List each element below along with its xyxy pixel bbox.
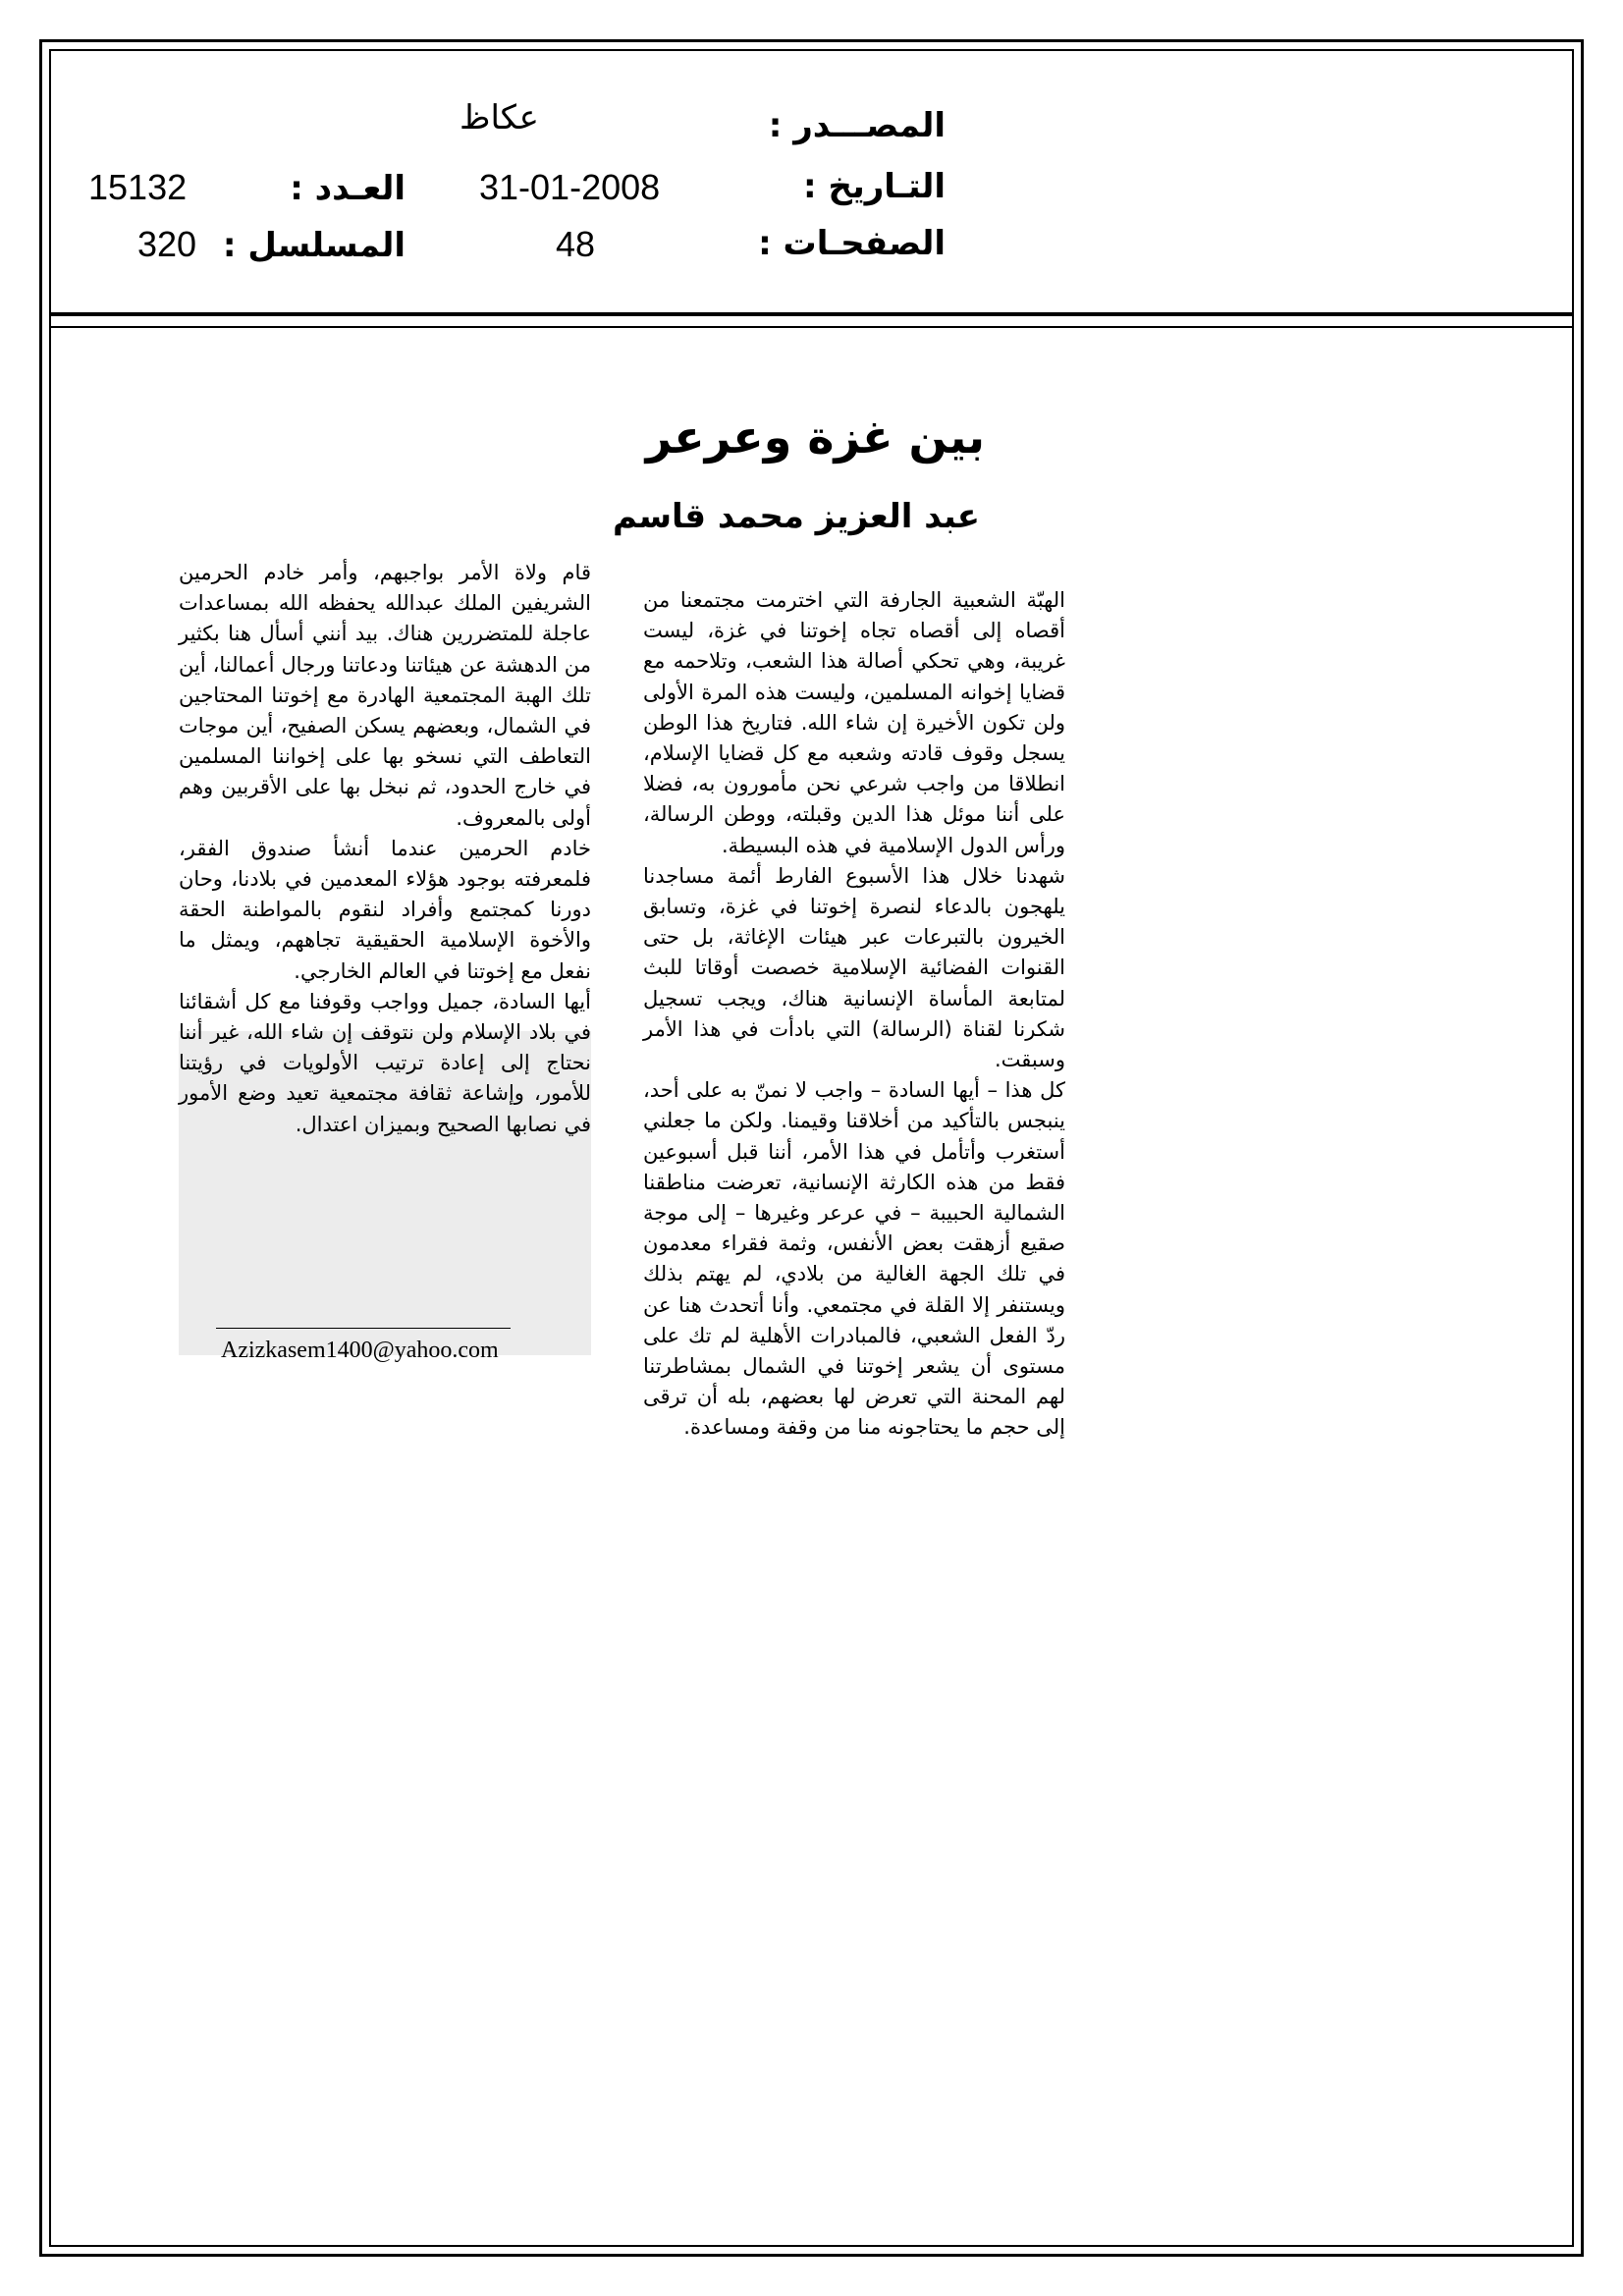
date-value: 31-01-2008 <box>479 167 661 207</box>
article-column-left <box>179 558 591 1140</box>
serial-value: 320 <box>137 224 197 264</box>
pages-label: الصفحـات : <box>758 224 946 263</box>
issue-label: العـدد : <box>290 169 406 208</box>
paragraph: شهدنا خلال هذا الأسبوع الفارط أئمة مساجدنا يلهجون بالدعاء لنصرة إخوتنا في غزة، وتسابق الخيرون بالتبرعات عبر هيئات الإغاثة، بل حتى القنوات الفضائية الإسلامية خصصت أوقاتا للبث لمتابعة المأساة الإنسانية هناك، ويجب تسجيل شكرنا لقناة (الرسالة) التي بادأت في هذا الأمر وسبقت. <box>643 863 1065 1072</box>
article-column-right <box>643 585 1065 1444</box>
paragraph: قام ولاة الأمر بواجبهم، وأمر خادم الحرمين الشريفين الملك عبدالله يحفظه الله بمساعدات عاجلة للمتضررين هناك. بيد أنني أسأل هنا بكثير من الدهشة عن هيئاتنا ودعاتنا ورجال أعمالنا، أين تلك الهبة المجتمعية الهادرة مع إخوتنا المحتاجين في الشمال، وبعضهم يسكن الصفيح، أين موجات التعاطف التي نسخو بها على إخواننا المسلمين في خارج الحدود، ثم نبخل بها على الأقربين وهم أولى بالمعروف. <box>179 561 591 830</box>
paragraph: أيها السادة، جميل وواجب وقوفنا مع كل أشقائنا في بلاد الإسلام ولن نتوقف إن شاء الله، غير أننا نحتاج إلى إعادة ترتيب الأولويات في رؤيتنا للأمور، وإشاعة ثقافة مجتمعية تعيد وضع الأمور في نصابها الصحيح وبميزان اعتدال. <box>179 989 591 1136</box>
source-value: عكاظ <box>460 99 539 137</box>
article-title: بين غزة وعرعر <box>645 410 985 464</box>
issue-value: 15132 <box>88 167 188 207</box>
source-label: المصـــدر : <box>768 106 946 145</box>
serial-label: المسلسل : <box>222 226 406 265</box>
pages-value: 48 <box>556 224 596 264</box>
header-divider <box>49 312 1574 316</box>
article-author: عبد العزيز محمد قاسم <box>612 497 980 536</box>
date-label: التـاريخ : <box>803 167 946 206</box>
header-divider-thin <box>49 326 1574 328</box>
author-email: Azizkasem1400@yahoo.com <box>221 1338 499 1363</box>
paragraph: خادم الحرمين عندما أنشأ صندوق الفقر، فلمعرفته بوجود هؤلاء المعدمين في بلادنا، وحان دورنا كمجتمع وأفراد لنقوم بالمواطنة الحقة والأخوة الإسلامية الحقيقية تجاههم، ويمثل ما نفعل مع إخوتنا في العالم الخارجي. <box>179 836 591 983</box>
paragraph: كل هذا – أيها السادة – واجب لا نمنّ به على أحد، ينبجس بالتأكيد من أخلاقنا وقيمنا. ولكن ما جعلني أستغرب وأتأمل في هذا الأمر، أننا قبل أسبوعين فقط من هذه الكارثة الإنسانية، تعرضت مناطقنا الشمالية الحبيبة – في عرعر وغيرها – إلى موجة صقيع أزهقت بعض الأنفس، وثمة فقراء معدمون في تلك الجهة الغالية من بلادي، لم يهتم بذلك ويستنفر إلا القلة في مجتمعي. وأنا أتحدث هنا عن ردّ الفعل الشعبي، فالمبادرات الأهلية لم تك على مستوى أن يشعر إخوتنا في الشمال بمشاطرتنا لهم المحنة التي تعرض لها بعضهم، بله أن ترقى إلى حجم ما يحتاجونه منا من وقفة ومساعدة. <box>643 1078 1065 1440</box>
email-divider <box>216 1328 511 1329</box>
paragraph: الهبّة الشعبية الجارفة التي اخترمت مجتمعنا من أقصاه إلى أقصاه تجاه إخوتنا في غزة، ليست غريبة، وهي تحكي أصالة هذا الشعب، وتلاحمه مع قضايا إخوانه المسلمين، وليست هذه المرة الأولى ولن تكون الأخيرة إن شاء الله. فتاريخ هذا الوطن يسجل وقوف قادته وشعبه مع كل قضايا الإسلام، انطلاقا من واجب شرعي نحن مأمورون به، فضلا على أننا موئل هذا الدين وقبلته، ووطن الرسالة، ورأس الدول الإسلامية في هذه البسيطة. <box>643 588 1065 857</box>
